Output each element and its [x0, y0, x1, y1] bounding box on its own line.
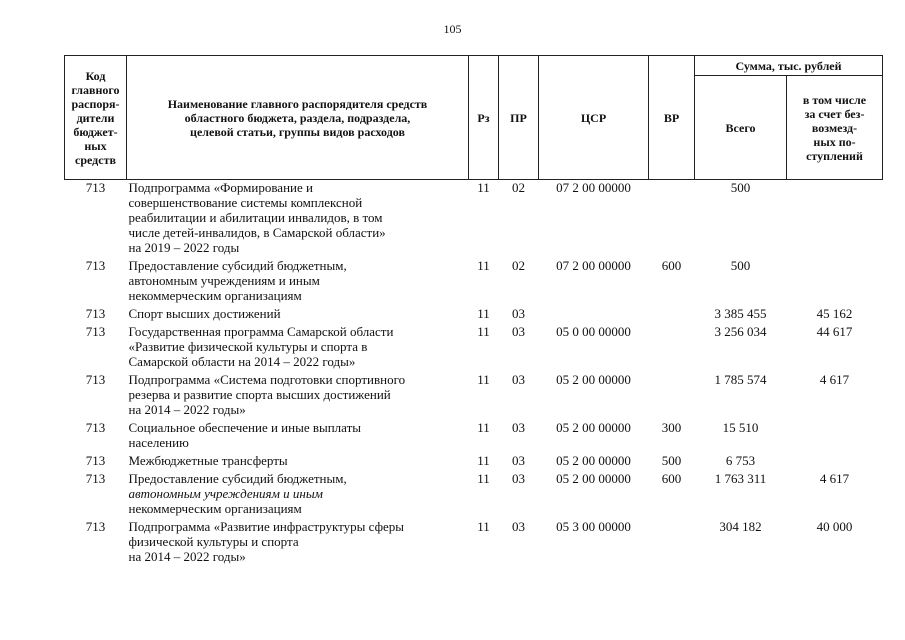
cell-rz: 11	[477, 180, 490, 195]
cell-code: 713	[85, 258, 106, 273]
cell-csr: 05 2 00 00000	[556, 420, 631, 435]
header-line: бюджет-	[73, 124, 118, 139]
header-code	[65, 56, 127, 180]
cell-incl: 4 617	[819, 471, 850, 486]
header-pr: ПР	[499, 56, 539, 180]
cell-name-line: на 2014 – 2022 годы»	[128, 549, 246, 564]
cell-rz: 11	[477, 258, 490, 273]
cell-name	[127, 372, 469, 420]
cell-vr	[649, 372, 695, 420]
cell-code: 713	[85, 519, 106, 534]
header-line: целевой статьи, группы видов расходов	[190, 124, 405, 139]
table-row	[65, 372, 883, 420]
cell-pr: 03	[512, 420, 525, 435]
table-row	[65, 453, 883, 471]
cell-vr	[649, 180, 695, 259]
cell-vr	[649, 324, 695, 372]
cell-name-line: реабилитации и абилитации инвалидов, в том	[128, 210, 383, 225]
header-line: главного	[71, 82, 120, 97]
cell-total: 15 510	[722, 420, 759, 435]
cell-name-line: автономным учреждениям и иным	[128, 486, 323, 501]
cell-name-line: населению	[128, 435, 189, 450]
cell-name	[127, 306, 469, 324]
cell-name	[127, 519, 469, 567]
cell-code: 713	[85, 420, 106, 435]
header-total: Всего	[695, 76, 787, 180]
table-header	[65, 56, 883, 180]
cell-pr: 03	[512, 372, 525, 387]
cell-name	[127, 420, 469, 453]
cell-incl: 4 617	[819, 372, 850, 387]
cell-code: 713	[85, 324, 106, 339]
cell-name-line: совершенствование системы комплексной	[128, 195, 363, 210]
header-line: возмезд-	[811, 120, 858, 135]
cell-name-line: Подпрограмма «Система подготовки спортивного	[128, 372, 406, 387]
cell-pr: 02	[512, 258, 525, 273]
cell-name-line: некоммерческим организациям	[128, 288, 302, 303]
cell-rz: 11	[477, 519, 490, 534]
table-row	[65, 519, 883, 567]
header-line: за счет без-	[804, 106, 865, 121]
table-row	[65, 420, 883, 453]
cell-total: 1 785 574	[714, 372, 767, 387]
cell-name	[127, 324, 469, 372]
cell-vr: 600	[661, 258, 682, 273]
header-line: ных	[84, 138, 107, 153]
cell-code: 713	[85, 453, 106, 468]
cell-code: 713	[85, 471, 106, 486]
cell-name-line: Социальное обеспечение и иные выплаты	[128, 420, 362, 435]
cell-vr	[649, 519, 695, 567]
header-line: Наименование главного распорядителя средств	[167, 96, 428, 111]
cell-name-line: Самарской области на 2014 – 2022 годы»	[128, 354, 356, 369]
cell-name	[127, 453, 469, 471]
cell-rz: 11	[477, 420, 490, 435]
cell-incl	[787, 258, 883, 306]
cell-incl: 45 162	[816, 306, 853, 321]
cell-total: 6 753	[725, 453, 756, 468]
cell-code: 713	[85, 372, 106, 387]
budget-table	[64, 55, 883, 567]
cell-name-line: Спорт высших достижений	[128, 306, 281, 321]
cell-rz: 11	[477, 324, 490, 339]
cell-incl	[787, 420, 883, 453]
cell-total: 3 256 034	[714, 324, 767, 339]
cell-code: 713	[85, 180, 106, 195]
cell-total: 500	[730, 258, 751, 273]
cell-incl	[787, 453, 883, 471]
cell-total: 3 385 455	[714, 306, 767, 321]
cell-pr: 02	[512, 180, 525, 195]
header-vr: ВР	[649, 56, 695, 180]
header-sum: Сумма, тыс. рублей	[695, 56, 883, 76]
table-row	[65, 324, 883, 372]
header-incl	[787, 76, 883, 180]
cell-name-line: некоммерческим организациям	[128, 501, 302, 516]
table-body	[65, 180, 883, 568]
cell-vr: 300	[661, 420, 682, 435]
cell-name-line: автономным учреждениям и иным	[128, 273, 320, 288]
cell-csr: 05 0 00 00000	[556, 324, 631, 339]
header-line: средств	[75, 152, 116, 167]
header-rz: Рз	[469, 56, 499, 180]
cell-name-line: Государственная программа Самарской области	[128, 324, 394, 339]
header-line: дители	[76, 110, 115, 125]
cell-rz: 11	[477, 306, 490, 321]
cell-pr: 03	[512, 519, 525, 534]
cell-vr	[649, 306, 695, 324]
cell-incl: 44 617	[816, 324, 853, 339]
table-row	[65, 471, 883, 519]
cell-name-line: резерва и развитие спорта высших достижений	[128, 387, 391, 402]
cell-name	[127, 180, 469, 259]
cell-name-line: на 2019 – 2022 годы	[128, 240, 240, 255]
table-row	[65, 180, 883, 259]
cell-name-line: Подпрограмма «Формирование и	[128, 180, 313, 195]
cell-pr: 03	[512, 453, 525, 468]
cell-code: 713	[85, 306, 106, 321]
cell-name-line: Подпрограмма «Развитие инфраструктуры сферы	[128, 519, 405, 534]
cell-name	[127, 471, 469, 519]
table-row	[65, 306, 883, 324]
cell-vr: 600	[661, 471, 682, 486]
cell-total: 304 182	[719, 519, 762, 534]
cell-pr: 03	[512, 306, 525, 321]
cell-name	[127, 258, 469, 306]
header-line: областного бюджета, раздела, подраздела,	[184, 110, 411, 125]
cell-csr: 05 2 00 00000	[556, 471, 631, 486]
cell-name-line: на 2014 – 2022 годы»	[128, 402, 246, 417]
cell-total: 500	[730, 180, 751, 195]
cell-csr	[539, 306, 649, 324]
cell-pr: 03	[512, 324, 525, 339]
cell-csr: 07 2 00 00000	[556, 180, 631, 195]
cell-rz: 11	[477, 471, 490, 486]
cell-name-line: «Развитие физической культуры и спорта в	[128, 339, 368, 354]
header-line: в том числе	[802, 92, 867, 107]
header-line: ступлений	[806, 148, 863, 163]
cell-rz: 11	[477, 453, 490, 468]
cell-rz: 11	[477, 372, 490, 387]
cell-total: 1 763 311	[714, 471, 767, 486]
table-row	[65, 258, 883, 306]
header-line: ных по-	[813, 134, 856, 149]
cell-name-line: Межбюджетные трансферты	[128, 453, 288, 468]
page-number: 105	[443, 22, 462, 36]
cell-name-line: числе детей-инвалидов, в Самарской области»	[128, 225, 386, 240]
cell-csr: 05 2 00 00000	[556, 372, 631, 387]
cell-name-line: Предоставление субсидий бюджетным,	[128, 258, 347, 273]
cell-csr: 05 3 00 00000	[556, 519, 631, 534]
cell-name-line: Предоставление субсидий бюджетным,	[128, 471, 347, 486]
header-line: распоря-	[71, 96, 120, 111]
header-name	[127, 56, 469, 180]
cell-incl	[787, 180, 883, 259]
cell-name-line: физической культуры и спорта	[128, 534, 299, 549]
cell-pr: 03	[512, 471, 525, 486]
cell-csr: 05 2 00 00000	[556, 453, 631, 468]
cell-incl: 40 000	[816, 519, 853, 534]
cell-vr: 500	[661, 453, 682, 468]
header-csr: ЦСР	[539, 56, 649, 180]
header-line: Код	[85, 68, 106, 83]
cell-csr: 07 2 00 00000	[556, 258, 631, 273]
